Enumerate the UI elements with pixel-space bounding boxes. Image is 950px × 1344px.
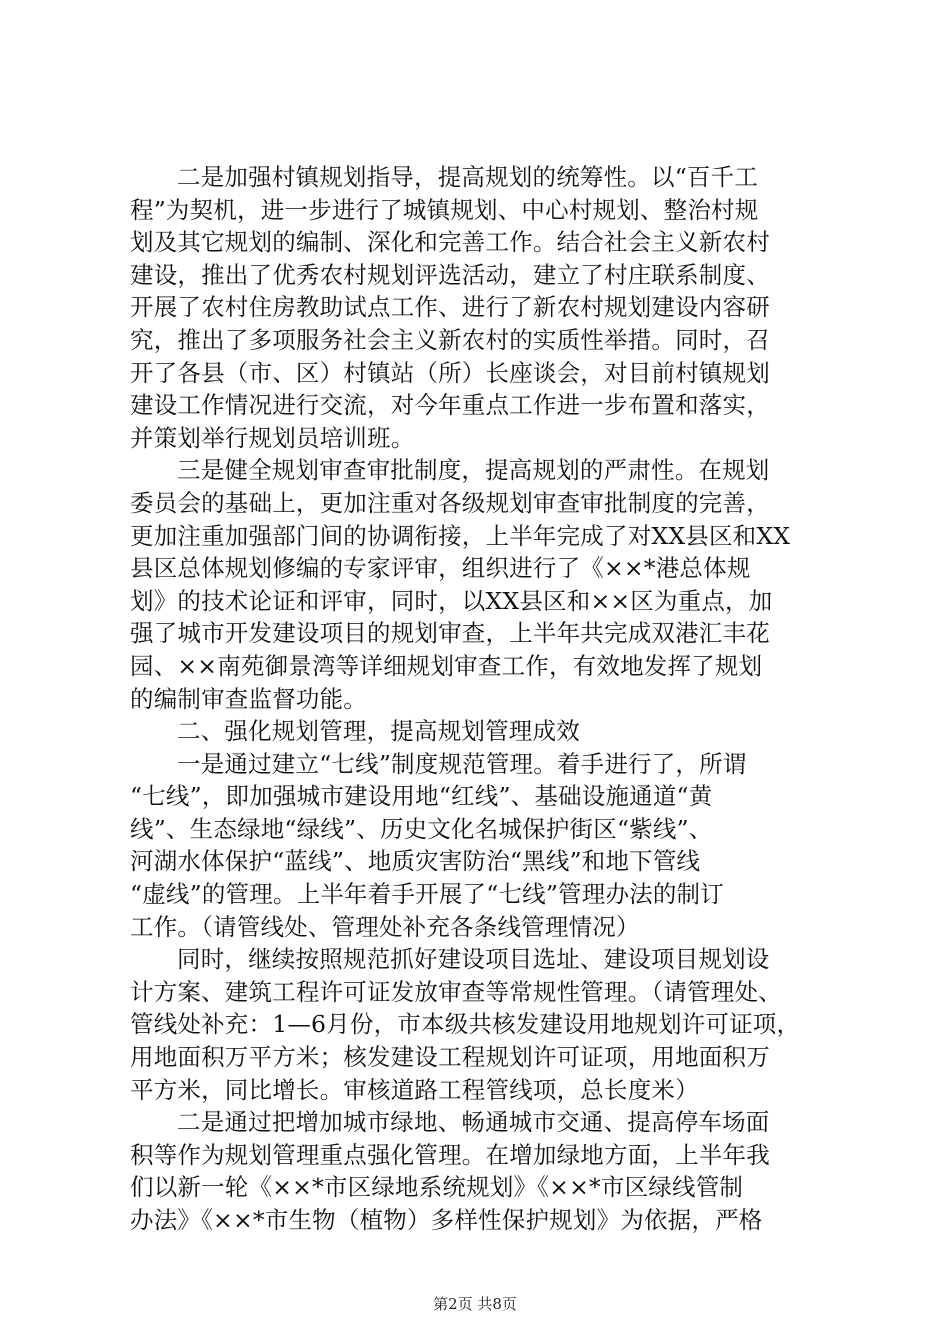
paragraph-village-planning: 二是加强村镇规划指导，提高规划的统筹性。以“百千工 程”为契机，进一步进行了城镇规划、中心村规划、整治村规 划及其它规划的编制、深化和完善工作。结合社会主义新农村 建设，推出了优秀农村规划评选活动，建立了村庄联系制度、 开展了农村住房教助试点工作、进行了新农村规划建设内容研 究，推出了多项服务社会主义新农村的实质性举措。同时，召 开了各县（市、区）村镇站（所）长座谈会，对目前村镇规划 建设工作情况进行交流，对今年重点工作进一步布置和落实， 并策划举行规划员培训班。 — [130, 163, 770, 452]
section-heading-planning-management: 二、强化规划管理，提高规划管理成效 — [177, 717, 580, 746]
document-body — [130, 161, 830, 1237]
paragraph-review-approval: 三是健全规划审查审批制度，提高规划的严肃性。在规划 委员会的基础上，更加注重对各级规划审查审批制度的完善， 更加注重加强部门间的协调衔接，上半年完成了对XX县区和XX 县区总体规划修编的专家评审，组织进行了《××*港总体规 划》的技术论证和评审，同时，以XX县区和××区为重点，加 强了城市开发建设项目的规划审查，上半年共完成双港汇丰花 园、××南苑御景湾等详细规划审查工作，有效地发挥了规划 的编制审查监督功能。 — [130, 456, 791, 713]
paragraph-seven-lines: 一是通过建立“七线”制度规范管理。着手进行了，所谓 “七线”，即加强城市建设用地“红线”、基础设施通道“黄 线”、生态绿地“绿线”、历史文化名城保护街区“紫线”、 河湖水体保护“蓝线”、地质灾害防治“黑线”和地下管线 “虚线”的管理。上半年着手开展了“七线”管理办法的制订 工作。（请管线处、管理处补充各条线管理情况） — [130, 749, 747, 941]
paragraph-green-traffic-parking: 二是通过把增加城市绿地、畅通城市交通、提高停车场面 积等作为规划管理重点强化管理。在增加绿地方面，上半年我 们以新一轮《××*市区绿地系统规划》《××*市区绿线管制 办法》《××*市生物（植物）多样性保护规划》为依据，严格 — [130, 1108, 770, 1234]
page-number-footer: 第2页 共8页 — [433, 1295, 517, 1313]
paragraph-routine-management: 同时，继续按照规范抓好建设项目选址、建设项目规划设 计方案、建筑工程许可证发放审查等常规性管理。（请管理处、 管线处补充：1—6月份，市本级共核发建设用地规划许可证项， 用地面积万平方米；核发建设工程规划许可证项，用地面积万 平方米，同比增长。审核道路工程管线项，总长度米） — [130, 945, 801, 1104]
